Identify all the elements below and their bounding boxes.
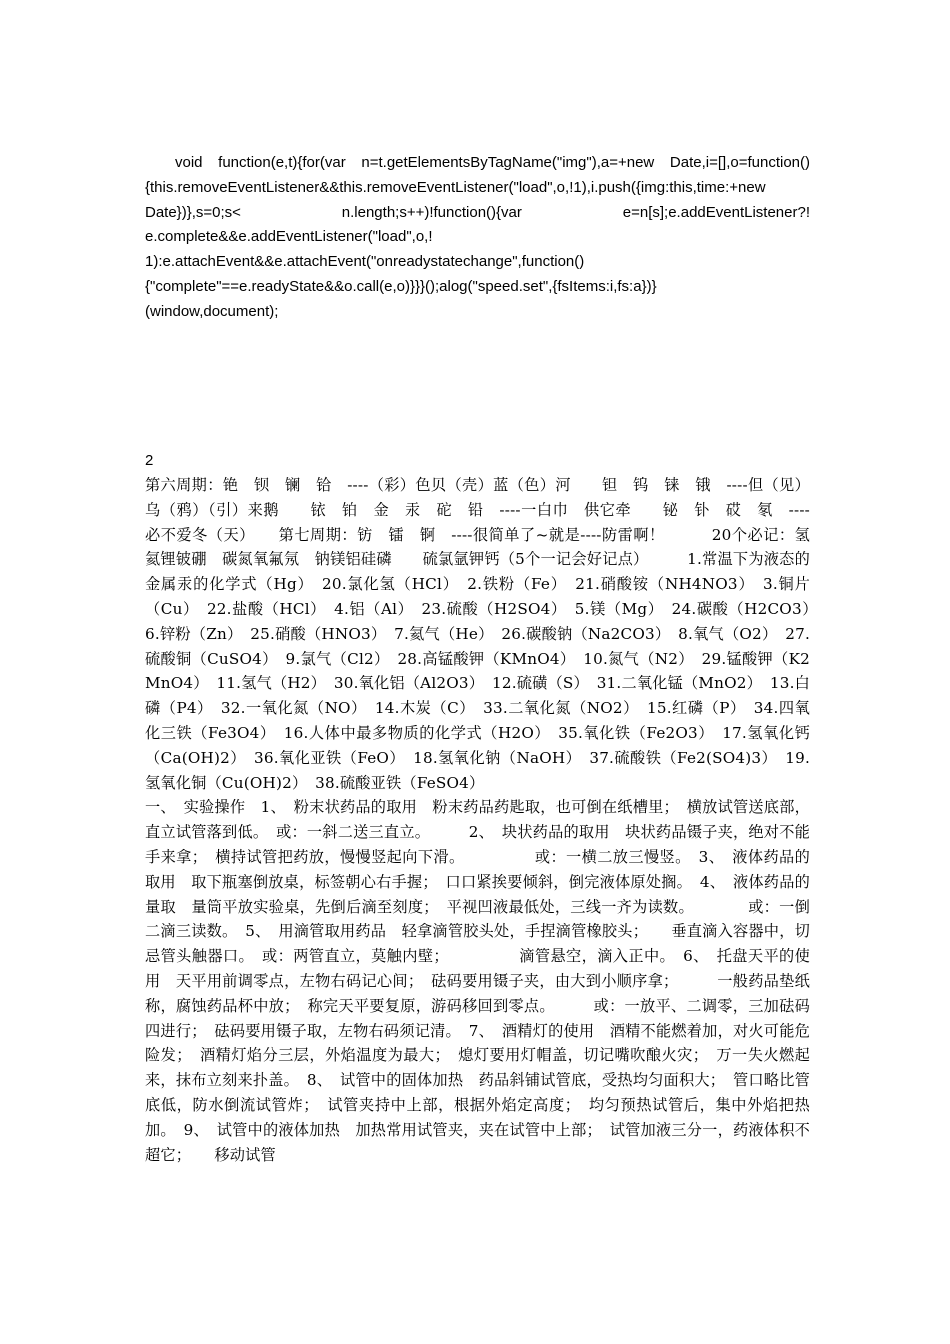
code-line-6: {"complete"==e.readyState&&o.call(e,o)}}}();alog("speed.set",{fsItems:i,fs:a})} (145, 277, 657, 295)
code-line-7: (window,document); (145, 302, 279, 320)
script-code-block (145, 151, 810, 325)
code-line-1: void function(e,t){for(var n=t.getElementsByTagName("img"),a=+new Date,i=[],o=function() (175, 154, 810, 171)
code-line-3: Date})},s=0;s< n.length;s++)!function(){var e=n[s];e.addEventListener?! (145, 203, 810, 221)
body-text (145, 473, 826, 1167)
code-line-2: {this.removeEventListener&&this.removeEventListener("load",o,!1),i.push({img:this,time:+new (145, 178, 766, 196)
experiment-operations-paragraph: 一、 实验操作 1、 粉末状药品的取用 粉末药品药匙取，也可倒在纸槽里； 横放试管送底部，直立试管落到低。 或：一斜二送三直立。 2、 块状药品的取用 块状药品镊子夹，绝对不能手来拿； 横持试管把药放，慢慢竖起向下滑。 或：一横二放三慢竖。 3、 液体药品的取用 取下瓶塞倒放桌，标签朝心右手握； 口口紧挨要倾斜，倒完液体原处搁。 4、 液体药品的量取 量筒平放实验桌，先倒后滴至刻度； 平视凹液最低处，三线一齐为读数。 或：一倒二滴三读数。 5、 用滴管取用药品 轻拿滴管胶头处，手捏滴管橡胶头； 垂直滴入容器中，切忌管头触器口。 或：两管直立，莫触内壁； 滴管悬空，滴入正中。 6、 托盘天平的使用 天平用前调零点，左物右码记心间； 砝码要用镊子夹，由大到小顺序拿； 一般药品垫纸称，腐蚀药品杯中放； 称完天平要复原，游码移回到零点。 或：一放平、二调零，三加砝码四进行； 砝码要用镊子取，左物右码须记清。 7、 酒精灯的使用 酒精不能燃着加，对火可能危险发； 酒精灯焰分三层，外焰温度为最大； 熄灯要用灯帽盖，切记嘴吹酿火灾； 万一失火燃起来，抹布立刻来扑盖。 8、 试管中的固体加热 药品斜铺试管底，受热均匀面积大； 管口略比管底低，防水倒流试管炸； 试管夹持中上部，根据外焰定高度； 均匀预热试管后，集中外焰把热加。 9、 试管中的液体加热 加热常用试管夹，夹在试管中上部； 试管加液三分一，药液体积不超它； 移动试管 (145, 798, 810, 1164)
periodic-table-mnemonics-paragraph: 第六周期：铯 钡 镧 铪 ----（彩）色贝（壳）蓝（色）河 钽 钨 铼 锇 ----但（见）乌（鸦）（引）来鹅 铱 铂 金 汞 砣 铅 ----一白巾 供它牵 铋 钋 砹 氡 ----必不爱冬（天） 第七周期：钫 镭 锕 ----很简单了~就是----防雷啊！ 20个必记：氢氦锂铍硼 碳氮氧氟氖 钠镁铝硅磷 硫氯氩钾钙（5个一记会好记点） 1.常温下为液态的金属汞的化学式（Hg） 20.氯化氢（HCl） 2.铁粉（Fe） 21.硝酸铵（NH4NO3） 3.铜片（Cu） 22.盐酸（HCl） 4.铝（Al） 23.硫酸（H2SO4） 5.镁（Mg） 24.碳酸（H2CO3） 6.锌粉（Zn） 25.硝酸（HNO3） 7.氦气（He） 26.碳酸钠（Na2CO3） 8.氧气（O2） 27.硫酸铜（CuSO4） 9.氯气（Cl2） 28.高锰酸钾（KMnO4） 10.氮气（N2） 29.锰酸钾（K2MnO4） 11.氢气（H2） 30.氧化铝（Al2O3） 12.硫磺（S） 31.二氧化锰（MnO2） 13.白磷（P4） 32.一氧化氮（NO） 14.木炭（C） 33.二氧化氮（NO2） 15.红磷（P） 34.四氧化三铁（Fe3O4） 16.人体中最多物质的化学式（H2O） 35.氧化铁（Fe2O3） 17.氢氧化钙（Ca(OH)2） 36.氧化亚铁（FeO） 18.氢氧化钠（NaOH） 37.硫酸铁（Fe2(SO4)3） 19.氢氧化铜（Cu(OH)2） 38.硫酸亚铁（FeSO4） (145, 476, 826, 792)
code-line-4: e.complete&&e.addEventListener("load",o,! (145, 228, 433, 246)
page-number: 2 (145, 452, 154, 469)
code-line-5: 1):e.attachEvent&&e.attachEvent("onreadystatechange",function() (145, 253, 585, 271)
